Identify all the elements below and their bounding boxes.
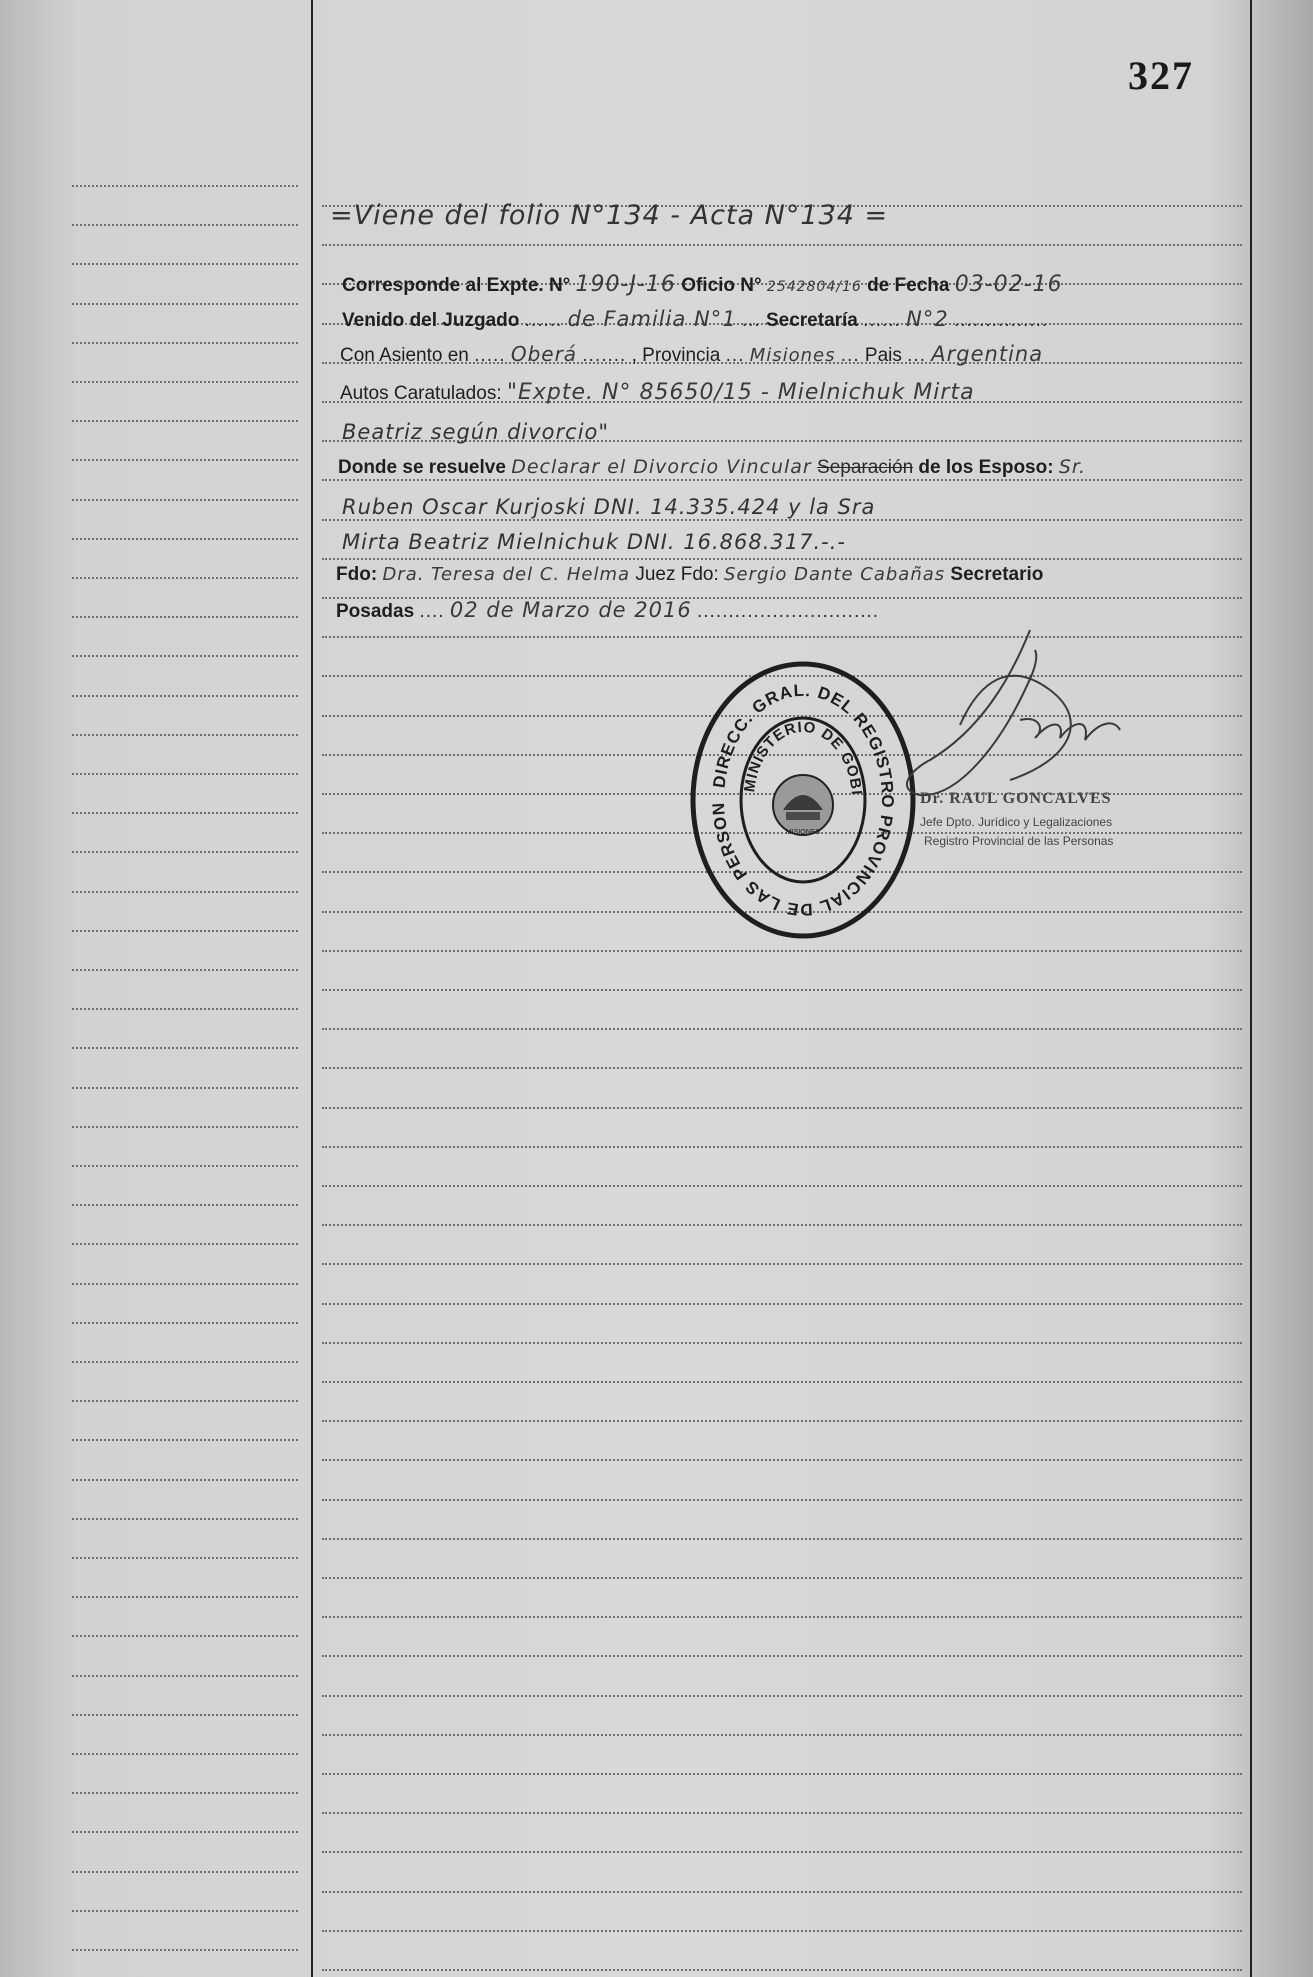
ruled-line-right bbox=[322, 1851, 1242, 1853]
folio-number: 327 bbox=[1128, 53, 1194, 98]
provincia-value: Misiones bbox=[749, 345, 836, 366]
ruled-line-left bbox=[72, 1126, 298, 1128]
province-emblem bbox=[773, 775, 833, 836]
ruled-line-left bbox=[72, 1596, 298, 1598]
ruled-line-right bbox=[322, 1538, 1242, 1540]
fdo-judge: Dra. Teresa del C. Helma bbox=[382, 564, 631, 585]
pais-value: Argentina bbox=[931, 342, 1044, 366]
ruled-line-left bbox=[72, 1831, 298, 1833]
autos-line1: "Expte. N° 85650/15 - Mielnichuk Mirta bbox=[506, 380, 975, 405]
ruled-line-left bbox=[72, 342, 298, 344]
header-note: =Viene del folio N°134 - Acta N°134 = bbox=[330, 200, 889, 231]
ruled-line-left bbox=[72, 1361, 298, 1363]
ruled-line-left bbox=[72, 1479, 298, 1481]
ruled-line-left bbox=[72, 695, 298, 697]
ruled-line-left bbox=[72, 1518, 298, 1520]
ruled-line-left bbox=[72, 263, 298, 265]
ruled-line-left bbox=[72, 851, 298, 853]
posadas-line: Posadas .... 02 de Marzo de 2016 ............................. bbox=[336, 598, 880, 622]
fdo-label: Fdo: bbox=[336, 564, 378, 585]
esposa-line: Mirta Beatriz Mielnichuk DNI. 16.868.317.-.- bbox=[342, 530, 846, 554]
seal-outer-text: DIRECC. GRAL. DEL REGISTRO PROVINCIAL DE LAS PERSON bbox=[708, 680, 898, 920]
margin-rule-right bbox=[1250, 0, 1252, 1977]
ruled-line-left bbox=[72, 1439, 298, 1441]
ruled-line-right bbox=[322, 1891, 1242, 1893]
emblem-text: MISIONES bbox=[785, 829, 821, 836]
ruled-line-left bbox=[72, 1047, 298, 1049]
ruled-line-right bbox=[322, 1303, 1242, 1305]
oficio-value: 2542804/16 bbox=[766, 279, 862, 295]
asiento-line: Con Asiento en ..... Oberá ....... , Provincia ... Misiones ... Pais ... Argentina bbox=[340, 342, 1044, 366]
ruled-line-left bbox=[72, 420, 298, 422]
ruled-line-left bbox=[72, 1283, 298, 1285]
ruled-line-right bbox=[322, 1773, 1242, 1775]
ruled-line-right bbox=[322, 1146, 1242, 1148]
expediente-line bbox=[342, 272, 1063, 297]
ruled-line-left bbox=[72, 381, 298, 383]
ruled-line-left bbox=[72, 224, 298, 226]
juez-label: Juez bbox=[635, 564, 676, 585]
secretaria-label: Secretaría bbox=[765, 310, 858, 331]
ruled-line-left bbox=[72, 499, 298, 501]
seal-inner-text: MINISTERIO DE GOBI bbox=[741, 718, 865, 797]
ruled-line-left bbox=[72, 1714, 298, 1716]
ruled-line-right bbox=[322, 950, 1242, 952]
ruled-line-right bbox=[322, 1812, 1242, 1814]
ruled-line-right bbox=[322, 1263, 1242, 1265]
separacion-struck: Separación bbox=[817, 457, 914, 478]
ruled-line-left bbox=[72, 1204, 298, 1206]
ruled-line-right bbox=[322, 1930, 1242, 1932]
ruled-line-right bbox=[322, 558, 1242, 560]
oficio-label: Oficio N° bbox=[681, 275, 762, 296]
ruled-line-left bbox=[72, 1675, 298, 1677]
fecha-value: 03-02-16 bbox=[954, 272, 1063, 297]
ruled-line-left bbox=[72, 1949, 298, 1951]
ruled-line-left bbox=[72, 1910, 298, 1912]
ruled-line-right bbox=[322, 989, 1242, 991]
ruled-line-right bbox=[322, 1185, 1242, 1187]
ruled-line-left bbox=[72, 1400, 298, 1402]
signer-office: Registro Provincial de las Personas bbox=[924, 834, 1114, 848]
ruled-line-left bbox=[72, 616, 298, 618]
ruled-line-left bbox=[72, 459, 298, 461]
ruled-line-left bbox=[72, 773, 298, 775]
ruled-line-right bbox=[322, 1616, 1242, 1618]
fecha-label: de Fecha bbox=[867, 275, 950, 296]
juzgado-label: Venido del Juzgado bbox=[342, 310, 520, 331]
ruled-line-right bbox=[322, 1655, 1242, 1657]
esposos-fill: Sr. bbox=[1058, 456, 1087, 478]
secretario-label: Secretario bbox=[950, 564, 1044, 585]
ruled-line-left bbox=[72, 1753, 298, 1755]
esposos-label: de los Esposo: bbox=[918, 457, 1054, 478]
ruled-line-left bbox=[72, 538, 298, 540]
expediente-label: Corresponde al Expte. N° bbox=[342, 275, 571, 296]
ruled-line-right bbox=[322, 1067, 1242, 1069]
seal-graphic bbox=[688, 660, 918, 940]
ruled-line-right bbox=[322, 1969, 1242, 1971]
fdo-secretary: Sergio Dante Cabañas bbox=[724, 564, 946, 585]
donde-label: Donde se resuelve bbox=[338, 457, 506, 478]
ruled-line-left bbox=[72, 969, 298, 971]
ruled-line-right bbox=[322, 1107, 1242, 1109]
ruled-line-left bbox=[72, 1322, 298, 1324]
autos-label: Autos Caratulados: bbox=[340, 383, 502, 404]
signer-name: Dr. RAUL GONCALVES bbox=[920, 790, 1112, 807]
posadas-date: 02 de Marzo de 2016 bbox=[449, 598, 692, 622]
ruled-line-right bbox=[322, 1499, 1242, 1501]
ruled-line-left bbox=[72, 1635, 298, 1637]
fdo-line bbox=[336, 564, 1043, 586]
ruled-line-left bbox=[72, 891, 298, 893]
donde-line bbox=[338, 456, 1086, 479]
ruled-line-left bbox=[72, 1557, 298, 1559]
ruled-line-left bbox=[72, 1792, 298, 1794]
ruled-line-right bbox=[322, 519, 1242, 521]
ruled-line-left bbox=[72, 1087, 298, 1089]
pais-label: Pais bbox=[864, 345, 902, 366]
ruled-line-left bbox=[72, 1871, 298, 1873]
ruled-line-right bbox=[322, 1028, 1242, 1030]
ruled-line-left bbox=[72, 1008, 298, 1010]
ruled-line-right bbox=[322, 1459, 1242, 1461]
signer-title: Jefe Dpto. Jurídico y Legalizaciones bbox=[920, 815, 1113, 829]
fdo-label-2: Fdo: bbox=[680, 564, 719, 585]
autos-line bbox=[340, 380, 975, 405]
ruled-line-right bbox=[322, 479, 1242, 481]
ruled-line-right bbox=[322, 244, 1242, 246]
asiento-label: Con Asiento en bbox=[340, 345, 469, 366]
ruled-line-right bbox=[322, 1224, 1242, 1226]
juzgado-line: Venido del Juzgado ...... de Familia N°1 ... Secretaría ...... N°2 ............... bbox=[342, 307, 1049, 331]
ruled-line-right bbox=[322, 1381, 1242, 1383]
margin-rule-left bbox=[311, 0, 313, 1977]
ruled-line-left bbox=[72, 303, 298, 305]
ruled-line-left bbox=[72, 812, 298, 814]
ruled-line-left bbox=[72, 577, 298, 579]
juzgado-value: de Familia N°1 bbox=[567, 307, 737, 331]
provincia-label: , Provincia bbox=[631, 345, 721, 366]
ruled-line-right bbox=[322, 1420, 1242, 1422]
ruled-line-right bbox=[322, 1342, 1242, 1344]
posadas-label: Posadas bbox=[336, 601, 415, 622]
autos-line2: Beatriz según divorcio" bbox=[342, 420, 610, 444]
expediente-value: 190-J-16 bbox=[575, 272, 676, 297]
ruled-line-left bbox=[72, 1165, 298, 1167]
donde-fill: Declarar el Divorcio Vincular bbox=[511, 456, 812, 478]
ruled-line-left bbox=[72, 930, 298, 932]
ruled-line-left bbox=[72, 185, 298, 187]
ruled-line-right bbox=[322, 1695, 1242, 1697]
ruled-line-left bbox=[72, 734, 298, 736]
official-seal bbox=[688, 660, 918, 945]
asiento-value: Oberá bbox=[510, 342, 578, 366]
ruled-line-right bbox=[322, 1734, 1242, 1736]
esposo-line: Ruben Oscar Kurjoski DNI. 14.335.424 y la Sra bbox=[342, 495, 876, 519]
ruled-line-left bbox=[72, 655, 298, 657]
secretaria-value: N°2 bbox=[906, 307, 949, 331]
ruled-line-left bbox=[72, 1243, 298, 1245]
ruled-line-right bbox=[322, 1577, 1242, 1579]
